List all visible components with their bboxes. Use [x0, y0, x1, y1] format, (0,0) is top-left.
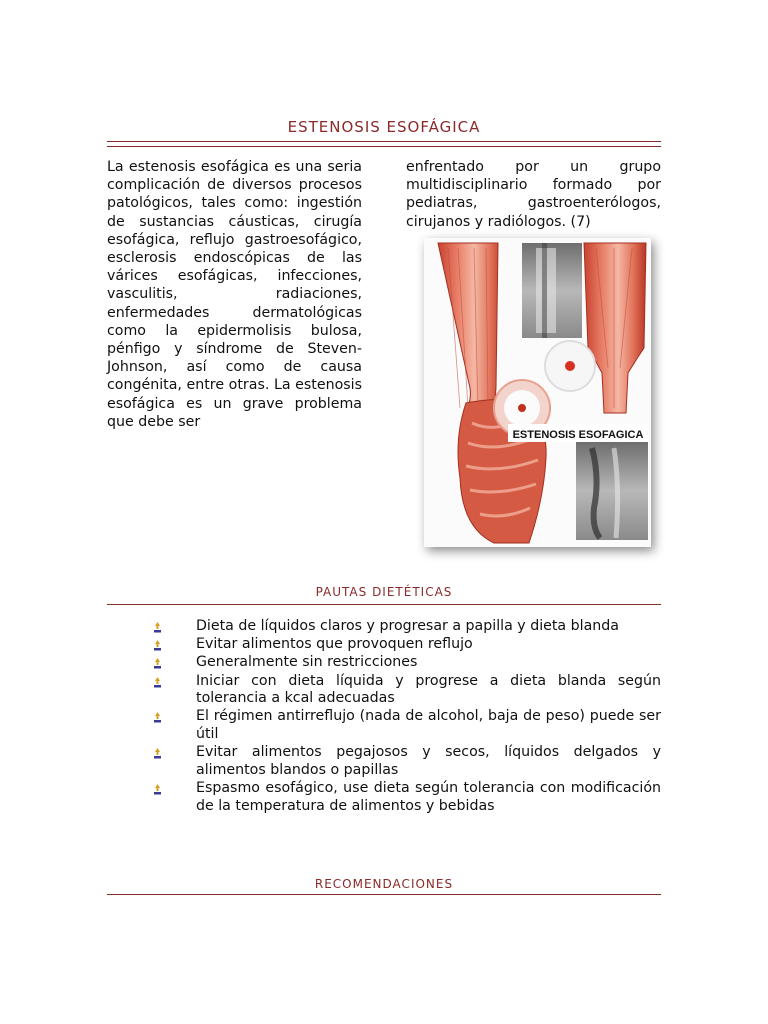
list-item	[150, 780, 661, 815]
arrow-bullet-icon	[152, 677, 163, 688]
title-double-rule	[107, 141, 661, 147]
arrow-bullet-icon	[152, 658, 163, 669]
section-rule-recommendations	[107, 894, 661, 895]
dietary-guidelines-list	[150, 618, 661, 816]
intro-left-column: La estenosis esofágica es una seria complicación de diversos procesos patológicos, tales como: ingestión de sustancias cáusticas, cirugía esofágica, reflujo gastroesofágico, esclerosis endoscópicas de las várices esofágicas, infecciones, vasculitis, radiaciones, enfermedades dermatológicas como la epidermolisis bulosa, pénfigo y síndrome de Steven-Johnson, así como de causa congénita, entre otras. La estenosis esofágica es un grave problema que debe ser	[107, 159, 362, 430]
arrow-bullet-icon	[152, 640, 163, 651]
list-item-text: Espasmo esofágico, use dieta según tolerancia con modificación de la temperatura de alimentos y bebidas	[196, 779, 661, 814]
illustration-caption: ESTENOSIS ESOFAGICA	[512, 429, 644, 441]
list-item-text: Evitar alimentos que provoquen reflujo	[196, 636, 473, 653]
list-item	[150, 618, 661, 636]
esophageal-stenosis-illustration	[424, 238, 651, 547]
list-item	[150, 708, 661, 743]
list-item	[150, 744, 661, 779]
list-item	[150, 673, 661, 708]
arrow-bullet-icon	[152, 748, 163, 759]
list-item-text: Iniciar con dieta líquida y progrese a dieta blanda según tolerancia a kcal adecuadas	[196, 672, 661, 707]
arrow-bullet-icon	[152, 784, 163, 795]
arrow-bullet-icon	[152, 712, 163, 723]
list-item-text: Dieta de líquidos claros y progresar a papilla y dieta blanda	[196, 618, 619, 634]
illustration-svg	[424, 238, 651, 547]
page-title: ESTENOSIS ESOFÁGICA	[287, 118, 481, 136]
arrow-bullet-icon	[152, 622, 163, 633]
intro-right-column: enfrentado por un grupo multidisciplinario formado por pediatras, gastroenterólogos, cirujanos y radiólogos. (7)	[406, 159, 661, 230]
list-item	[150, 654, 661, 672]
section-rule-dietary-guidelines	[107, 604, 661, 605]
list-item-text: Generalmente sin restricciones	[196, 654, 418, 671]
list-item	[150, 636, 661, 654]
section-title-dietary-guidelines: PAUTAS DIETÉTICAS	[315, 585, 453, 599]
section-title-recommendations: RECOMENDACIONES	[314, 877, 454, 891]
list-item-text: Evitar alimentos pegajosos y secos, líquidos delgados y alimentos blandos o papillas	[196, 744, 661, 778]
list-item-text: El régimen antirreflujo (nada de alcohol, baja de peso) puede ser útil	[196, 708, 661, 742]
